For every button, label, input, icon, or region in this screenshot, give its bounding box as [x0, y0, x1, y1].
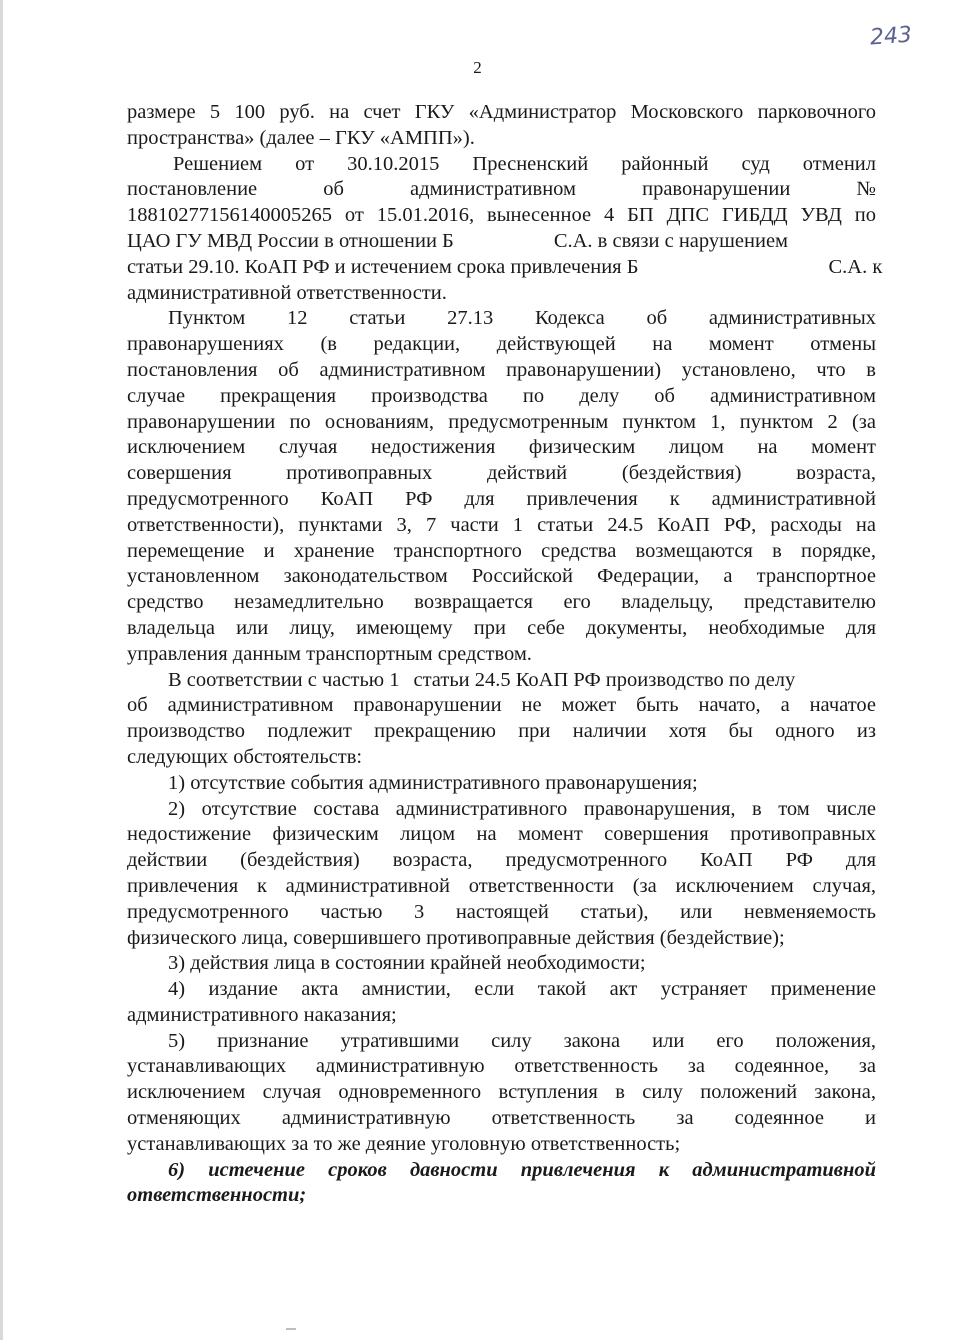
text-fragment: С.А. к: [828, 255, 883, 278]
text-fragment: статьи 24.5 КоАП РФ производство по делу: [413, 668, 796, 691]
text-line: действии (бездействия) возраста, предусмотренного КоАП РФ для: [127, 849, 876, 872]
text-line: постановление об административном правонарушении №: [127, 178, 876, 201]
text-line: управления данным транспортным средством.: [127, 642, 532, 665]
text-line: устанавливающих за то же деяние уголовную ответственность;: [127, 1132, 681, 1155]
text-line: административного наказания;: [127, 1003, 397, 1026]
text-line: владельца или лицу, имеющему при себе документы, необходимые для: [127, 616, 876, 639]
document-body: [127, 100, 883, 1209]
handwritten-sheet-number: 243: [869, 22, 913, 51]
text-line: средство незамедлительно возвращается его владельцу, представителю: [127, 591, 876, 614]
list-item-6-emphasized: 6) истечение сроков давности привлечения к административной: [168, 1158, 876, 1181]
text-line: перемещение и хранение транспортного средства возмещаются в порядке,: [127, 539, 876, 562]
list-item-5: 5) признание утратившими силу закона или его положения,: [168, 1029, 876, 1052]
paragraph-start-line-with-gap: [127, 668, 876, 694]
text-line: исключением случая недостижения физическим лицом на момент: [127, 436, 876, 459]
text-line: ответственности), пунктами 3, 7 части 1 статьи 24.5 КоАП РФ, расходы на: [127, 513, 876, 536]
list-item-3: 3) действия лица в состоянии крайней необходимости;: [168, 952, 646, 975]
list-item-4: 4) издание акта амнистии, если такой акт устраняет применение: [168, 978, 876, 1001]
list-item-2: 2) отсутствие состава административного правонарушения, в том числе: [168, 797, 876, 820]
text-line: отменяющих административную ответственность за содеянное и: [127, 1107, 876, 1130]
text-line-with-redaction: [127, 255, 883, 281]
page-number: 2: [473, 58, 482, 77]
text-line: физического лица, совершившего противоправные действия (бездействие);: [127, 926, 785, 949]
text-fragment: ЦАО ГУ МВД России в отношении Б: [127, 229, 454, 252]
text-fragment: В соответствии с частью 1: [168, 668, 400, 691]
text-line-with-redaction: [127, 229, 876, 255]
scan-edge: [0, 0, 3, 1340]
text-line: правонарушениях (в редакции, действующей на момент отмены: [127, 333, 876, 356]
text-fragment: статьи 29.10. КоАП РФ и истечением срока привлечения Б: [127, 255, 639, 278]
text-line: недостижение физическим лицом на момент совершения противоправных: [127, 823, 876, 846]
text-line: следующих обстоятельств:: [127, 745, 363, 768]
text-line: установленном законодательством Российской Федерации, а транспортное: [127, 565, 876, 588]
text-line: административной ответственности.: [127, 281, 447, 304]
text-line: размере 5 100 руб. на счет ГКУ «Администратор Московского парковочного: [127, 101, 876, 123]
text-fragment: С.А. в связи с нарушением: [553, 229, 789, 252]
paragraph-start-line: Пунктом 12 статьи 27.13 Кодекса об административных: [168, 307, 876, 330]
text-line: привлечения к административной ответственности (за исключением случая,: [127, 874, 876, 897]
text-line: совершения противоправных действий (бездействия) возраста,: [127, 462, 876, 485]
text-line: пространства» (далее – ГКУ «АМПП»).: [127, 126, 475, 149]
text-line: правонарушении по основаниям, предусмотренным пунктом 1, пунктом 2 (за: [127, 410, 876, 433]
text-line: устанавливающих административную ответственность за содеянное, за: [127, 1055, 876, 1078]
paragraph-start-line: Решением от 30.10.2015 Пресненский районный суд отменил: [173, 152, 876, 175]
text-line: предусмотренного частью 3 настоящей статьи), или невменяемость: [127, 900, 876, 923]
text-line: об административном правонарушении не может быть начато, а начатое: [127, 694, 876, 717]
text-line: постановления об административном правонарушении) установлено, что в: [127, 358, 876, 381]
text-line-emphasized: ответственности;: [127, 1184, 307, 1207]
scan-speck: [286, 1328, 296, 1330]
text-line: исключением случая одновременного вступления в силу положений закона,: [127, 1081, 876, 1104]
text-line: предусмотренного КоАП РФ для привлечения к административной: [127, 487, 876, 510]
text-line: 18810277156140005265 от 15.01.2016, вынесенное 4 БП ДПС ГИБДД УВД по: [127, 204, 876, 227]
text-line: производство подлежит прекращению при наличии хотя бы одного из: [127, 720, 876, 743]
text-line: случае прекращения производства по делу об административном: [127, 384, 876, 407]
list-item-1: 1) отсутствие события административного правонарушения;: [168, 771, 698, 794]
